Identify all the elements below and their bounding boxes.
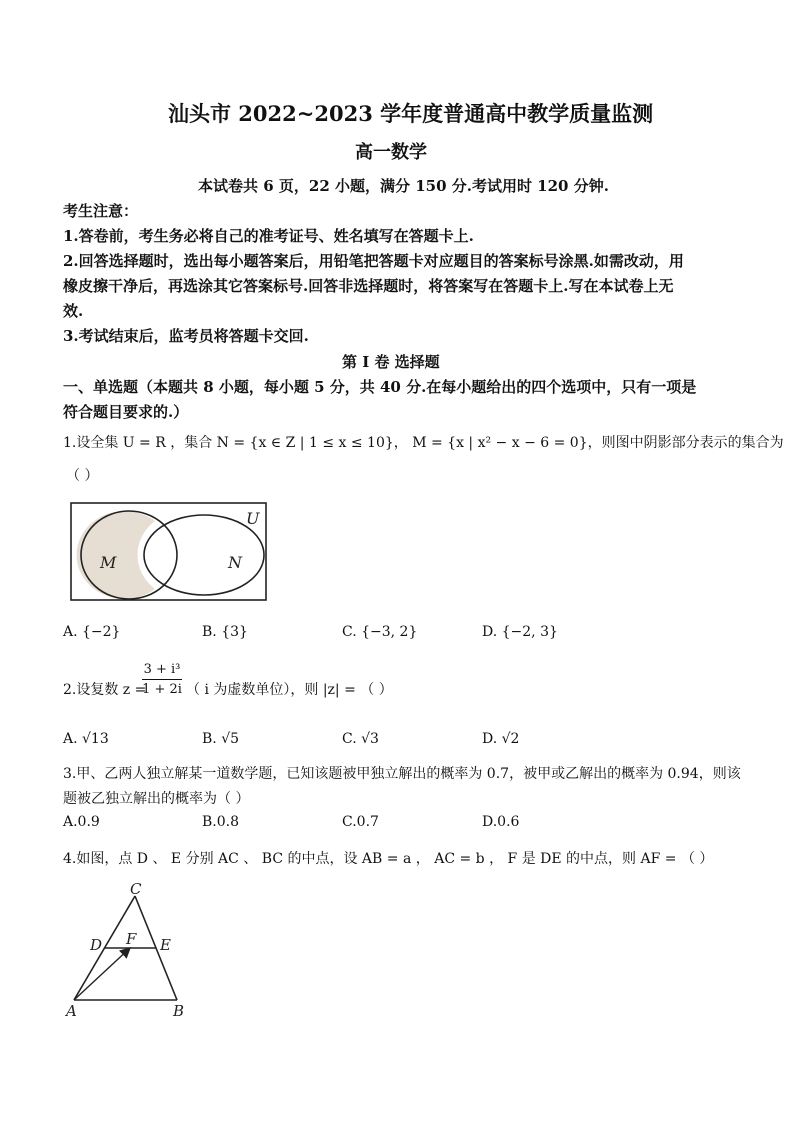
exam-title: 汕头市 2022~2023 学年度普通高中教学质量监测 (168, 101, 654, 126)
exam-info: 本试卷共 6 页，22 小题，满分 150 分.考试用时 120 分钟. (198, 177, 609, 195)
q2-option-b: B. √5 (202, 731, 240, 747)
label-a: A (66, 1002, 77, 1020)
venn-label-u: U (246, 509, 260, 528)
q4-stem: 4.如图，点 D 、 E 分别 AC 、 BC 的中点，设 AB = a ， AC = b ， F 是 DE 的中点，则 AF = （ ） (63, 851, 714, 867)
q2-stem-prefix: 2.设复数 z = (63, 682, 147, 698)
vector-af (74, 948, 130, 1000)
q1-paren: （ ） (66, 468, 99, 484)
notice-item-2-line-1: 2.回答选择题时，选出每小题答案后，用铅笔把答题卡对应题目的答案标号涂黑.如需改动，用 (63, 252, 684, 270)
label-f: F (126, 930, 137, 948)
q2-option-a: A. √13 (63, 731, 109, 747)
label-e: E (160, 936, 171, 954)
q3-stem-line-1: 3.甲、乙两人独立解某一道数学题，已知该题被甲独立解出的概率为 0.7，被甲或乙解出的概率为 0.94，则该 (63, 766, 741, 782)
label-b: B (173, 1002, 185, 1020)
venn-label-m: M (100, 553, 117, 572)
q1-option-d: D. {−2, 3} (482, 624, 558, 640)
q3-option-a: A.0.9 (63, 814, 100, 830)
notice-item-3: 3.考试结束后，监考员将答题卡交回. (63, 327, 309, 345)
q3-option-c: C.0.7 (342, 814, 379, 830)
q3-option-b: B.0.8 (202, 814, 240, 830)
q2-fraction-bar (142, 679, 182, 680)
notice-item-2-line-3: 效. (63, 302, 84, 320)
venn-label-n: N (228, 553, 242, 572)
q3-stem-line-2: 题被乙独立解出的概率为（ ） (63, 791, 250, 807)
venn-diagram (70, 502, 270, 604)
notice-item-2-line-2: 橡皮擦干净后，再选涂其它答案标号.回答非选择题时，将答案写在答题卡上.写在本试卷上无 (63, 277, 674, 295)
q1-option-b: B. {3} (202, 624, 248, 640)
triangle-diagram (60, 882, 200, 1022)
q2-fraction (142, 662, 182, 697)
label-d: D (90, 936, 103, 954)
section-intro-line-2: 符合题目要求的.） (63, 403, 189, 421)
q1-option-c: C. {−3, 2} (342, 624, 418, 640)
section-heading: 第 I 卷 选择题 (342, 353, 440, 371)
section-intro-line-1: 一、单选题（本题共 8 小题，每小题 5 分，共 40 分.在每小题给出的四个选项中，只有一项是 (63, 378, 697, 396)
q3-option-d: D.0.6 (482, 814, 520, 830)
notice-item-1: 1.答卷前，考生务必将自己的准考证号、姓名填写在答题卡上. (63, 227, 474, 245)
q1-stem: 1.设全集 U = R ，集合 N = {x ∈ Z | 1 ≤ x ≤ 10}， M = {x | x² − x − 6 = 0}，则图中阴影部分表示的集合为 (63, 435, 784, 451)
q1-option-a: A. {−2} (63, 624, 121, 640)
q2-fraction-denominator: 1 + 2i (142, 682, 182, 697)
label-c: C (130, 882, 142, 898)
q2-stem-suffix: （ i 为虚数单位），则 |z| = （ ） (186, 682, 393, 698)
notice-heading: 考生注意： (63, 202, 139, 220)
exam-subtitle: 高一数学 (355, 142, 427, 163)
q2-option-d: D. √2 (482, 731, 520, 747)
q2-option-c: C. √3 (342, 731, 379, 747)
q2-fraction-numerator: 3 + i³ (143, 662, 181, 677)
